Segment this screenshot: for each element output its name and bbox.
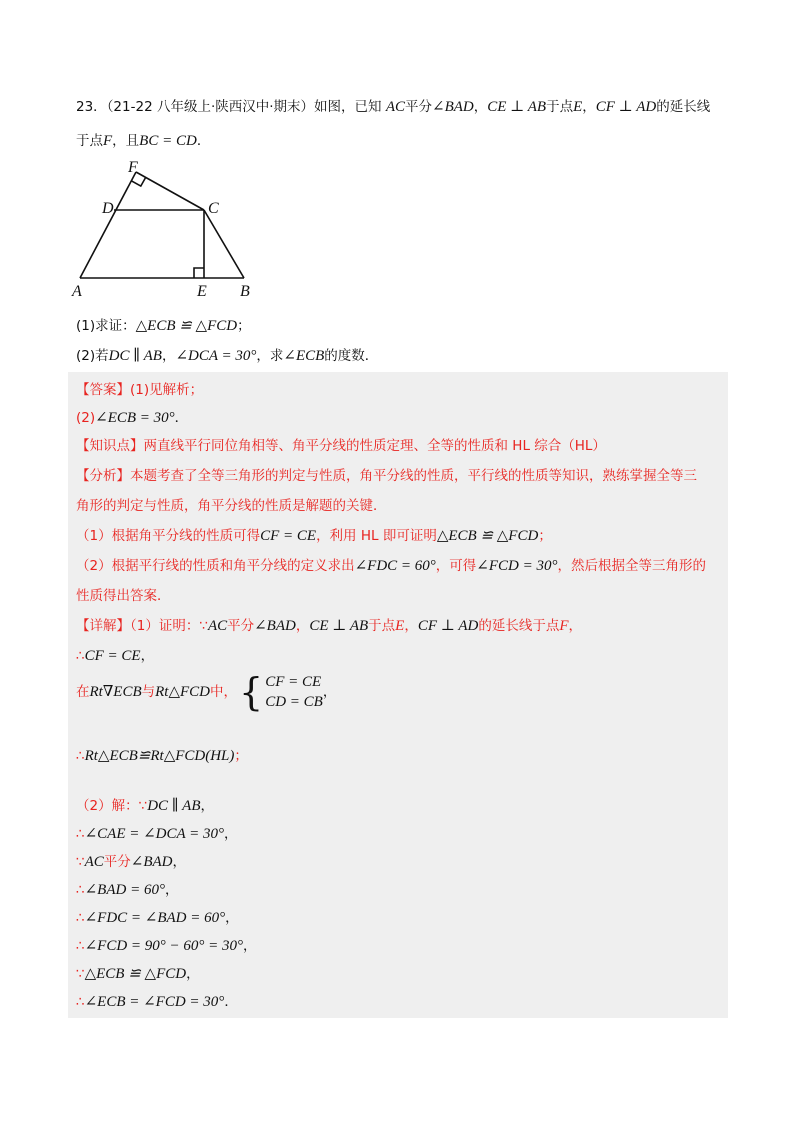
- label-a: A: [72, 283, 82, 300]
- label-d: D: [102, 200, 114, 217]
- math: ∠BAD: [130, 854, 173, 870]
- segment-af: [80, 172, 136, 278]
- question-1: [76, 314, 726, 335]
- text: 于点: [368, 618, 396, 634]
- text: 的度数．: [324, 348, 379, 364]
- knowledge-line: [76, 434, 606, 454]
- math: F: [103, 133, 113, 149]
- math: BC = CD: [139, 133, 197, 149]
- text: ，: [172, 854, 186, 870]
- math: ∠FDC = 60°: [354, 558, 436, 574]
- detail-line-11: [76, 962, 200, 983]
- equation-system: [237, 672, 323, 712]
- math: Rt∇ECB: [89, 684, 142, 700]
- problem-line-1: [76, 90, 726, 124]
- therefore-symbol: ∴: [76, 938, 85, 954]
- text: 中，: [210, 684, 238, 700]
- therefore-symbol: ∴: [76, 648, 85, 664]
- math: DC ∥ AB: [147, 798, 201, 814]
- text: ，利用 HL 即可证明: [316, 528, 437, 544]
- math: CF = CE: [84, 648, 141, 664]
- geometry-figure: [68, 158, 268, 300]
- text: (2)若: [76, 348, 109, 364]
- math: ∠FCD = 90° − 60° = 30°: [84, 938, 244, 954]
- math: CF ⊥ AD: [595, 99, 657, 115]
- therefore-symbol: ∴: [76, 910, 85, 926]
- problem-line-2: [76, 124, 726, 158]
- analysis-line-4: [76, 554, 706, 575]
- math: AC: [385, 99, 406, 115]
- text: (1)见解析；: [130, 382, 204, 398]
- text: 在: [76, 684, 90, 700]
- detail-line-4: [76, 744, 248, 765]
- analysis-line-2: [76, 494, 387, 514]
- answer-line-2: [76, 406, 188, 427]
- question-2: [76, 344, 726, 365]
- math: ∠ECB: [283, 348, 325, 364]
- text: ，: [200, 798, 215, 814]
- text: ，: [164, 882, 179, 898]
- detail-line-10: [76, 934, 257, 955]
- math: Rt△ECB≌Rt△FCD(HL): [84, 748, 235, 764]
- math: AC: [84, 854, 104, 870]
- math: E: [395, 618, 405, 634]
- answer-tag: 【答案】: [76, 382, 130, 398]
- text: 角形的判定与性质，角平分线的性质是解题的关键．: [76, 498, 387, 514]
- math: F: [559, 618, 569, 634]
- text: ，: [322, 684, 337, 700]
- because-symbol: ∵: [76, 966, 85, 982]
- text: 平分: [103, 854, 131, 870]
- therefore-symbol: ∴: [76, 994, 85, 1010]
- math: ∠BAD = 60°: [84, 882, 165, 898]
- text: ，: [295, 618, 310, 634]
- problem-source: （21-22 八年级上·陕西汉中·期末）: [106, 99, 315, 115]
- math: DC ∥ AB: [108, 348, 162, 364]
- text: ．: [224, 994, 238, 1010]
- analysis-tag: 【分析】: [76, 468, 130, 484]
- text: 于点: [546, 99, 574, 115]
- therefore-symbol: ∴: [76, 826, 85, 842]
- math: ∠ECB = 30°: [95, 410, 175, 426]
- math: ∠FDC = ∠BAD = 60°: [84, 910, 226, 926]
- detail-line-3: [76, 672, 336, 712]
- math: Rt△FCD: [155, 684, 211, 700]
- label-e: E: [197, 283, 207, 300]
- text: ，: [161, 348, 176, 364]
- because-symbol: ∵: [76, 854, 85, 870]
- segment-cb: [204, 210, 244, 278]
- text: 平分: [227, 618, 255, 634]
- text: （1）证明：∵: [130, 618, 208, 634]
- detail-line-6: [76, 822, 238, 843]
- problem-number: 23．: [76, 99, 107, 115]
- text: 与: [141, 684, 156, 700]
- label-b: B: [240, 283, 250, 300]
- math: ∠BAD: [254, 618, 296, 634]
- text: ，: [404, 618, 418, 634]
- math: ∠DCA = 30°: [175, 348, 257, 364]
- math: ∠ECB = ∠FCD = 30°: [84, 994, 225, 1010]
- therefore-symbol: ∴: [76, 882, 85, 898]
- text: ．: [174, 410, 189, 426]
- detail-line-5: [76, 794, 214, 815]
- label-c: C: [208, 200, 219, 217]
- text: ，: [224, 826, 238, 842]
- text: （2）解：∵: [76, 798, 148, 814]
- analysis-line-5: [76, 584, 171, 604]
- text: 于点: [76, 133, 103, 149]
- right-angle-mark-e: [194, 268, 204, 278]
- math: CE ⊥ AB: [309, 618, 369, 634]
- detail-line-8: [76, 878, 178, 899]
- detail-line-12: [76, 990, 238, 1011]
- text: (1)求证：: [76, 318, 136, 334]
- text: ；: [237, 318, 251, 334]
- text: 平分: [405, 99, 433, 115]
- text: 的延长线: [656, 99, 711, 115]
- text: ．: [196, 133, 211, 149]
- text: 两直线平行同位角相等、角平分线的性质定理、全等的性质和 HL 综合（HL）: [143, 438, 606, 454]
- text: （1）根据角平分线的性质可得: [76, 528, 261, 544]
- math: CD = CB: [265, 694, 323, 710]
- text: ，: [582, 99, 596, 115]
- text: ，求: [256, 348, 284, 364]
- text: ，: [473, 99, 488, 115]
- text: ，然后根据全等三角形的: [557, 558, 706, 574]
- math: CF ⊥ AD: [417, 618, 479, 634]
- analysis-line-1: [76, 464, 697, 484]
- detail-line-1: [76, 614, 582, 635]
- analysis-line-3: [76, 524, 552, 545]
- text: (2): [76, 410, 96, 426]
- text: ，: [225, 910, 239, 926]
- text: ，且: [112, 133, 140, 149]
- detail-tag: 【详解】: [76, 618, 130, 634]
- math: CF = CE: [265, 674, 322, 690]
- text: ，: [568, 618, 583, 634]
- detail-line-9: [76, 906, 239, 927]
- math: ∠FCD = 30°: [476, 558, 558, 574]
- text: ；: [538, 528, 552, 544]
- label-f: F: [128, 159, 138, 176]
- math: ∠BAD: [432, 99, 474, 115]
- text: ，: [243, 938, 257, 954]
- text: 如图，已知: [314, 99, 382, 115]
- math: CE ⊥ AB: [487, 99, 547, 115]
- math: △ECB ≌ △FCD: [135, 318, 238, 334]
- detail-line-7: [76, 850, 186, 871]
- text: ；: [234, 748, 248, 764]
- text: ，: [140, 648, 155, 664]
- text: ，: [186, 966, 200, 982]
- text: 性质得出答案．: [76, 588, 171, 604]
- answer-line: [76, 378, 203, 398]
- detail-line-2: [76, 644, 154, 665]
- therefore-symbol: ∴: [76, 748, 85, 764]
- left-brace: {: [239, 670, 264, 714]
- text: ，可得: [435, 558, 477, 574]
- math: AC: [207, 618, 228, 634]
- answer-block: [68, 372, 728, 1018]
- math: △ECB ≌ △FCD: [436, 528, 539, 544]
- problem-statement: [76, 90, 726, 158]
- text: 的延长线于点: [478, 618, 560, 634]
- math: △ECB ≌ △FCD: [84, 966, 187, 982]
- text: 本题考查了全等三角形的判定与性质，角平分线的性质，平行线的性质等知识，熟练掌握全等三: [130, 468, 697, 484]
- knowledge-tag: 【知识点】: [76, 438, 144, 454]
- math: CF = CE: [260, 528, 317, 544]
- math: E: [573, 99, 583, 115]
- text: （2）根据平行线的性质和角平分线的定义求出: [76, 558, 355, 574]
- math: ∠CAE = ∠DCA = 30°: [84, 826, 225, 842]
